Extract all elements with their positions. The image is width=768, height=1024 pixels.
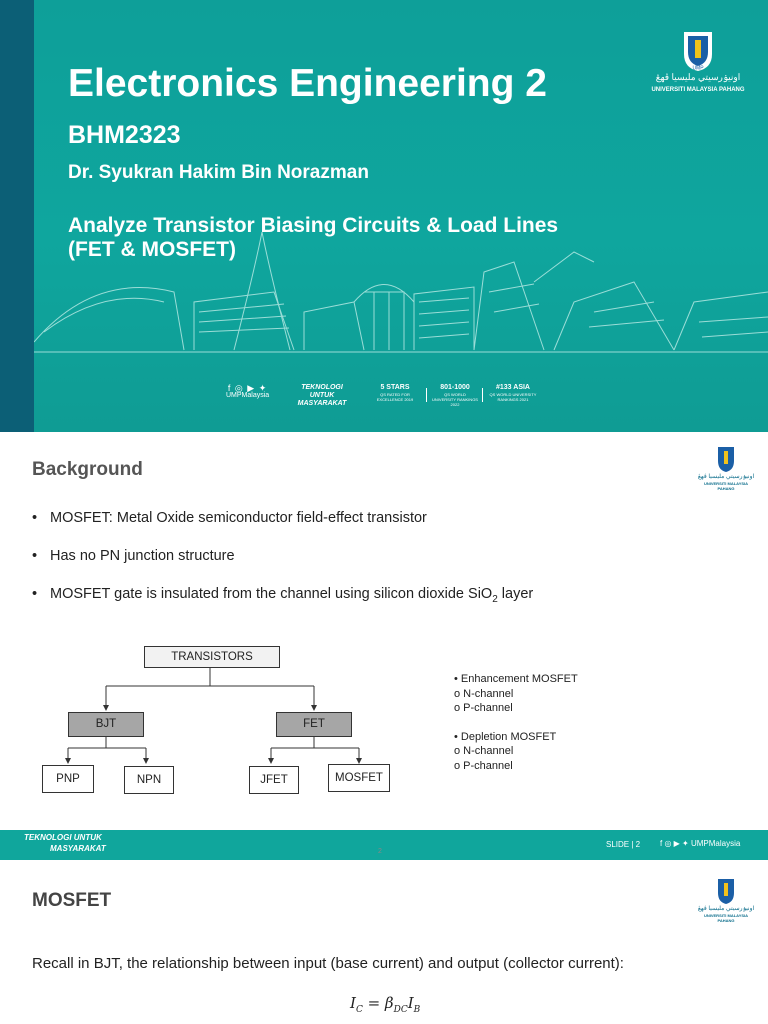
enhancement-n-channel: o N-channel xyxy=(454,687,514,700)
slogan-line-1: TEKNOLOGI UNTUK xyxy=(24,833,102,842)
footer-slogan xyxy=(24,832,106,854)
stars-label: 5 STARS xyxy=(380,384,410,391)
shield-icon xyxy=(696,446,756,473)
node-transistors: TRANSISTORS xyxy=(144,646,280,668)
logo-jawi-text: اونيۏرسيتي مليسيا ڤهڠ xyxy=(697,474,755,480)
formula-ic: I xyxy=(350,994,356,1012)
footer-divider xyxy=(482,388,483,402)
footer-stars xyxy=(370,384,420,402)
topic-line-1: Analyze Transistor Biasing Circuits & Load Lines xyxy=(68,214,559,237)
world-rank-subtext: QS WORLD UNIVERSITY RANKINGS 2022 xyxy=(432,392,478,407)
stars-subtext: QS RATED FOR EXCELLENCE 2019 xyxy=(376,392,414,402)
bullet-text-tail: layer xyxy=(497,586,534,602)
formula-sub: B xyxy=(413,1005,421,1015)
left-accent-bar xyxy=(0,0,34,432)
asia-rank-subtext: QS WORLD UNIVERSITY RANKINGS 2021 xyxy=(489,392,537,402)
social-icons: f ◎ ▶ ✦ xyxy=(227,383,268,393)
topic-line-2: (FET & MOSFET) xyxy=(68,238,236,261)
node-fet: FET xyxy=(276,712,352,737)
current-gain-formula xyxy=(350,994,420,1015)
logo-jawi-text: اونيۏرسيتي مليسيا ڤهڠ xyxy=(655,72,741,82)
subscript: 2 xyxy=(492,593,498,605)
lecture-topic xyxy=(68,214,688,262)
node-bjt: BJT xyxy=(68,712,144,737)
formula-beta: = β xyxy=(362,994,394,1012)
node-pnp: PNP xyxy=(42,765,94,793)
node-npn: NPN xyxy=(124,766,174,794)
logo-university-name: UNIVERSITI MALAYSIA PAHANG xyxy=(651,87,745,93)
shield-icon xyxy=(648,30,748,72)
bullet-list xyxy=(32,510,732,624)
lecturer-name: Dr. Syukran Hakim Bin Norazman xyxy=(68,162,369,183)
formula-ib: I xyxy=(407,994,414,1012)
slide-title: MOSFET xyxy=(32,890,112,911)
enhancement-p-channel: o P-channel xyxy=(454,702,513,714)
body-text: Recall in BJT, the relationship between input (base current) and output (collector current): xyxy=(32,955,624,972)
shield-icon xyxy=(696,878,756,905)
transistor-tree-diagram xyxy=(30,632,410,807)
bullet-text: MOSFET gate is insulated from the channel using silicon dioxide SiO xyxy=(50,586,493,602)
node-mosfet: MOSFET xyxy=(328,764,390,792)
footer-asia-rank xyxy=(488,384,538,402)
enhancement-group xyxy=(454,672,578,716)
list-item: • Has no PN junction structure xyxy=(32,548,732,586)
logo-university-name: UNIVERSITI MALAYSIA PAHANG xyxy=(703,913,749,923)
slogan-line-2: MASYARAKAT xyxy=(50,844,106,853)
footer-divider xyxy=(426,388,427,402)
slide-footer xyxy=(0,830,768,860)
list-item: • MOSFET: Metal Oxide semiconductor field-effect transistor xyxy=(32,510,732,548)
depletion-label: • Depletion MOSFET xyxy=(454,730,557,743)
depletion-n-channel: o N-channel xyxy=(454,745,514,757)
logo-university-name: UNIVERSITI MALAYSIA PAHANG xyxy=(703,481,749,491)
formula-sub: C xyxy=(355,1005,363,1015)
slide-number: SLIDE | 2 xyxy=(606,840,641,849)
enhancement-label: • Enhancement MOSFET xyxy=(454,673,578,685)
course-code: BHM2323 xyxy=(68,121,181,149)
university-logo xyxy=(648,30,748,102)
svg-text:UMP: UMP xyxy=(692,65,704,72)
footer-slogan: TEKNOLOGI UNTUK MASYARAKAT xyxy=(297,384,347,407)
university-logo-small xyxy=(696,446,756,491)
presentation-title: Electronics Engineering 2 xyxy=(68,62,547,105)
social-handle: UMPMalaysia xyxy=(226,392,270,399)
depletion-group xyxy=(454,730,578,774)
node-jfet: JFET xyxy=(249,766,299,794)
logo-jawi-text: اونيۏرسيتي مليسيا ڤهڠ xyxy=(697,906,755,912)
footer-social xyxy=(226,384,269,400)
page-number: 2 xyxy=(378,848,382,855)
formula-sub: DC xyxy=(393,1005,408,1015)
slide-title: Background xyxy=(32,459,143,480)
mosfet-types-list xyxy=(454,672,578,787)
list-item xyxy=(32,586,732,624)
asia-rank-label: #133 ASIA xyxy=(496,384,530,391)
footer-world-rank xyxy=(432,384,478,407)
footer-social: f ◎ ▶ ✦ UMPMalaysia xyxy=(660,839,741,848)
title-slide xyxy=(0,0,768,432)
mosfet-slide xyxy=(0,864,768,1024)
world-rank-label: 801-1000 xyxy=(440,384,470,391)
depletion-p-channel: o P-channel xyxy=(454,759,513,772)
background-slide xyxy=(0,432,768,864)
university-logo-small xyxy=(696,878,756,923)
